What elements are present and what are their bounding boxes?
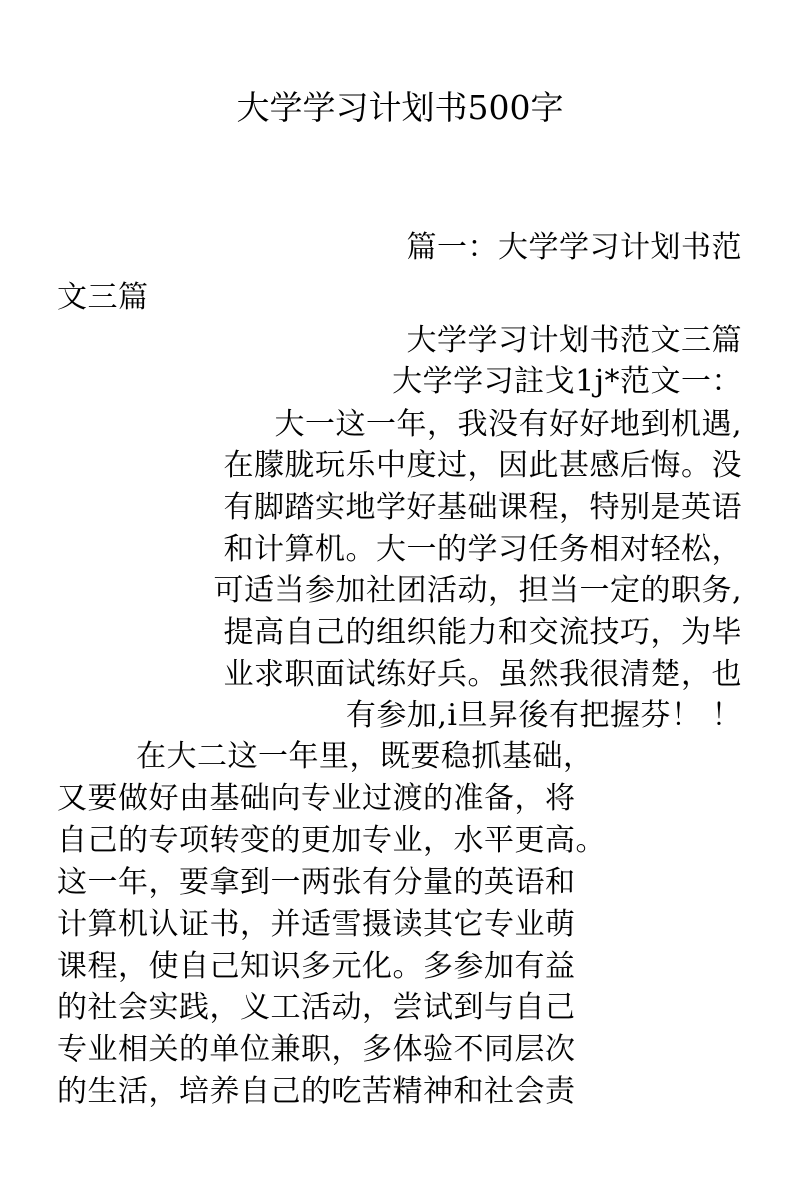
section-heading-line-1: 篇一：大学学习计划书范 [406, 230, 742, 265]
text-line: 的生活，培养自己的吃苦精神和社会责 [57, 1074, 576, 1109]
section-heading-line-2: 文三篇 [57, 280, 149, 315]
text-line: 和计算机。大一的学习任务相对轻松， [223, 532, 742, 567]
text-line: 业求职面试练好兵。虽然我很清楚，也 [223, 657, 742, 692]
text-line: 在大二这一年里，既要稳抓基础， [136, 739, 594, 774]
text-line: 在朦胧玩乐中度过，因此甚感后悔。没 [223, 448, 742, 483]
text-line: 计算机认证书，并适雪摄读其它专业萌 [57, 907, 576, 942]
text-line: 大学学习计划书范文三篇 [406, 323, 742, 358]
text-line: 可适当参加社团活动，担当一定的职务, [213, 573, 742, 608]
text-line: 自己的专项转变的更加专业，水平更高。 [57, 823, 606, 858]
text-line: 有参加,i旦昇後有把握芬！ ！ [345, 698, 742, 733]
text-line: 大学学习註戈1j*范文一： [392, 364, 742, 399]
text-line: 专业相关的单位兼职，多体验不同层次 [57, 1032, 576, 1067]
text-line: 提高自己的组织能力和交流技巧，为毕 [223, 615, 742, 650]
text-line: 有脚踏实地学好基础课程，特别是英语 [223, 490, 742, 525]
text-line: 又要做好由基础向专业过渡的准备，将 [57, 781, 576, 816]
text-line: 课程，使自己知识多元化。多参加有益 [57, 949, 576, 984]
document-title: 大学学习计划书500字 [236, 88, 564, 127]
text-line: 这一年，要拿到一两张有分量的英语和 [57, 865, 576, 900]
text-line: 大一这一年，我没有好好地到机遇, [274, 407, 742, 442]
text-line: 的社会实践，义工活动，尝试到与自己 [57, 990, 576, 1025]
